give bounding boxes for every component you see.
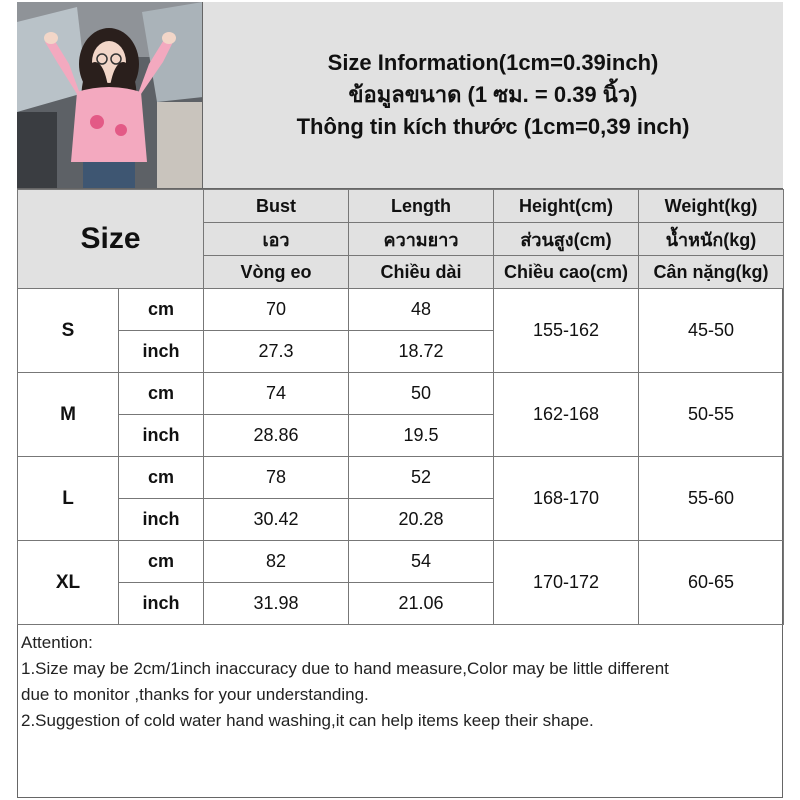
table-row-l-cm <box>18 457 784 499</box>
size-column-header: Size <box>18 190 204 289</box>
bust-cm-value: 82 <box>204 541 349 583</box>
length-inch-value: 19.5 <box>349 415 494 457</box>
length-cm-value: 50 <box>349 373 494 415</box>
header-title-en: Size Information(1cm=0.39inch) <box>327 50 659 75</box>
header-title-th: ข้อมูลขนาด (1 ซม. = 0.39 นิ้ว) <box>348 82 638 107</box>
length-inch-value: 18.72 <box>349 331 494 373</box>
column-header-height-en: Height(cm) <box>494 190 639 223</box>
length-cm-value: 52 <box>349 457 494 499</box>
size-label-xl: XL <box>18 541 119 625</box>
column-header-height-th: ส่วนสูง(cm) <box>494 223 639 256</box>
header-row-en <box>18 190 784 223</box>
column-header-weight-th: น้ำหนัก(kg) <box>639 223 784 256</box>
size-table <box>17 189 784 625</box>
height-value: 155-162 <box>494 289 639 373</box>
size-label-m: M <box>18 373 119 457</box>
length-inch-value: 21.06 <box>349 583 494 625</box>
column-header-bust-vi: Vòng eo <box>204 256 349 289</box>
bust-cm-value: 70 <box>204 289 349 331</box>
weight-value: 50-55 <box>639 373 784 457</box>
table-row-s-cm <box>18 289 784 331</box>
product-photo <box>17 2 203 189</box>
unit-cm: cm <box>119 289 204 331</box>
column-header-length-en: Length <box>349 190 494 223</box>
column-header-height-vi: Chiều cao(cm) <box>494 256 639 289</box>
model-photo-illustration <box>17 2 203 189</box>
notes-line-3: 2.Suggestion of cold water hand washing,it can help items keep their shape. <box>21 711 594 730</box>
bust-inch-value: 31.98 <box>204 583 349 625</box>
weight-value: 60-65 <box>639 541 784 625</box>
table-row-m-cm <box>18 373 784 415</box>
notes-line-2: due to monitor ,thanks for your understanding. <box>21 685 369 704</box>
column-header-bust-en: Bust <box>204 190 349 223</box>
bust-inch-value: 28.86 <box>204 415 349 457</box>
bust-inch-value: 27.3 <box>204 331 349 373</box>
header-title-vi: Thông tin kích thước (1cm=0,39 inch) <box>296 114 690 139</box>
column-header-length-th: ความยาว <box>349 223 494 256</box>
size-label-s: S <box>18 289 119 373</box>
length-cm-value: 48 <box>349 289 494 331</box>
unit-cm: cm <box>119 457 204 499</box>
length-cm-value: 54 <box>349 541 494 583</box>
bust-cm-value: 74 <box>204 373 349 415</box>
bust-cm-value: 78 <box>204 457 349 499</box>
notes-line-1: 1.Size may be 2cm/1inch inaccuracy due to hand measure,Color may be little different <box>21 659 669 678</box>
column-header-length-vi: Chiều dài <box>349 256 494 289</box>
attention-notes <box>17 628 783 798</box>
table-row-xl-cm <box>18 541 784 583</box>
length-inch-value: 20.28 <box>349 499 494 541</box>
size-info-header <box>203 2 783 189</box>
height-value: 170-172 <box>494 541 639 625</box>
column-header-weight-en: Weight(kg) <box>639 190 784 223</box>
unit-inch: inch <box>119 583 204 625</box>
column-header-weight-vi: Cân nặng(kg) <box>639 256 784 289</box>
unit-inch: inch <box>119 415 204 457</box>
bust-inch-value: 30.42 <box>204 499 349 541</box>
unit-inch: inch <box>119 331 204 373</box>
height-value: 168-170 <box>494 457 639 541</box>
notes-title: Attention: <box>21 633 93 652</box>
height-value: 162-168 <box>494 373 639 457</box>
unit-cm: cm <box>119 373 204 415</box>
size-label-l: L <box>18 457 119 541</box>
weight-value: 55-60 <box>639 457 784 541</box>
unit-cm: cm <box>119 541 204 583</box>
column-header-bust-th: เอว <box>204 223 349 256</box>
unit-inch: inch <box>119 499 204 541</box>
weight-value: 45-50 <box>639 289 784 373</box>
